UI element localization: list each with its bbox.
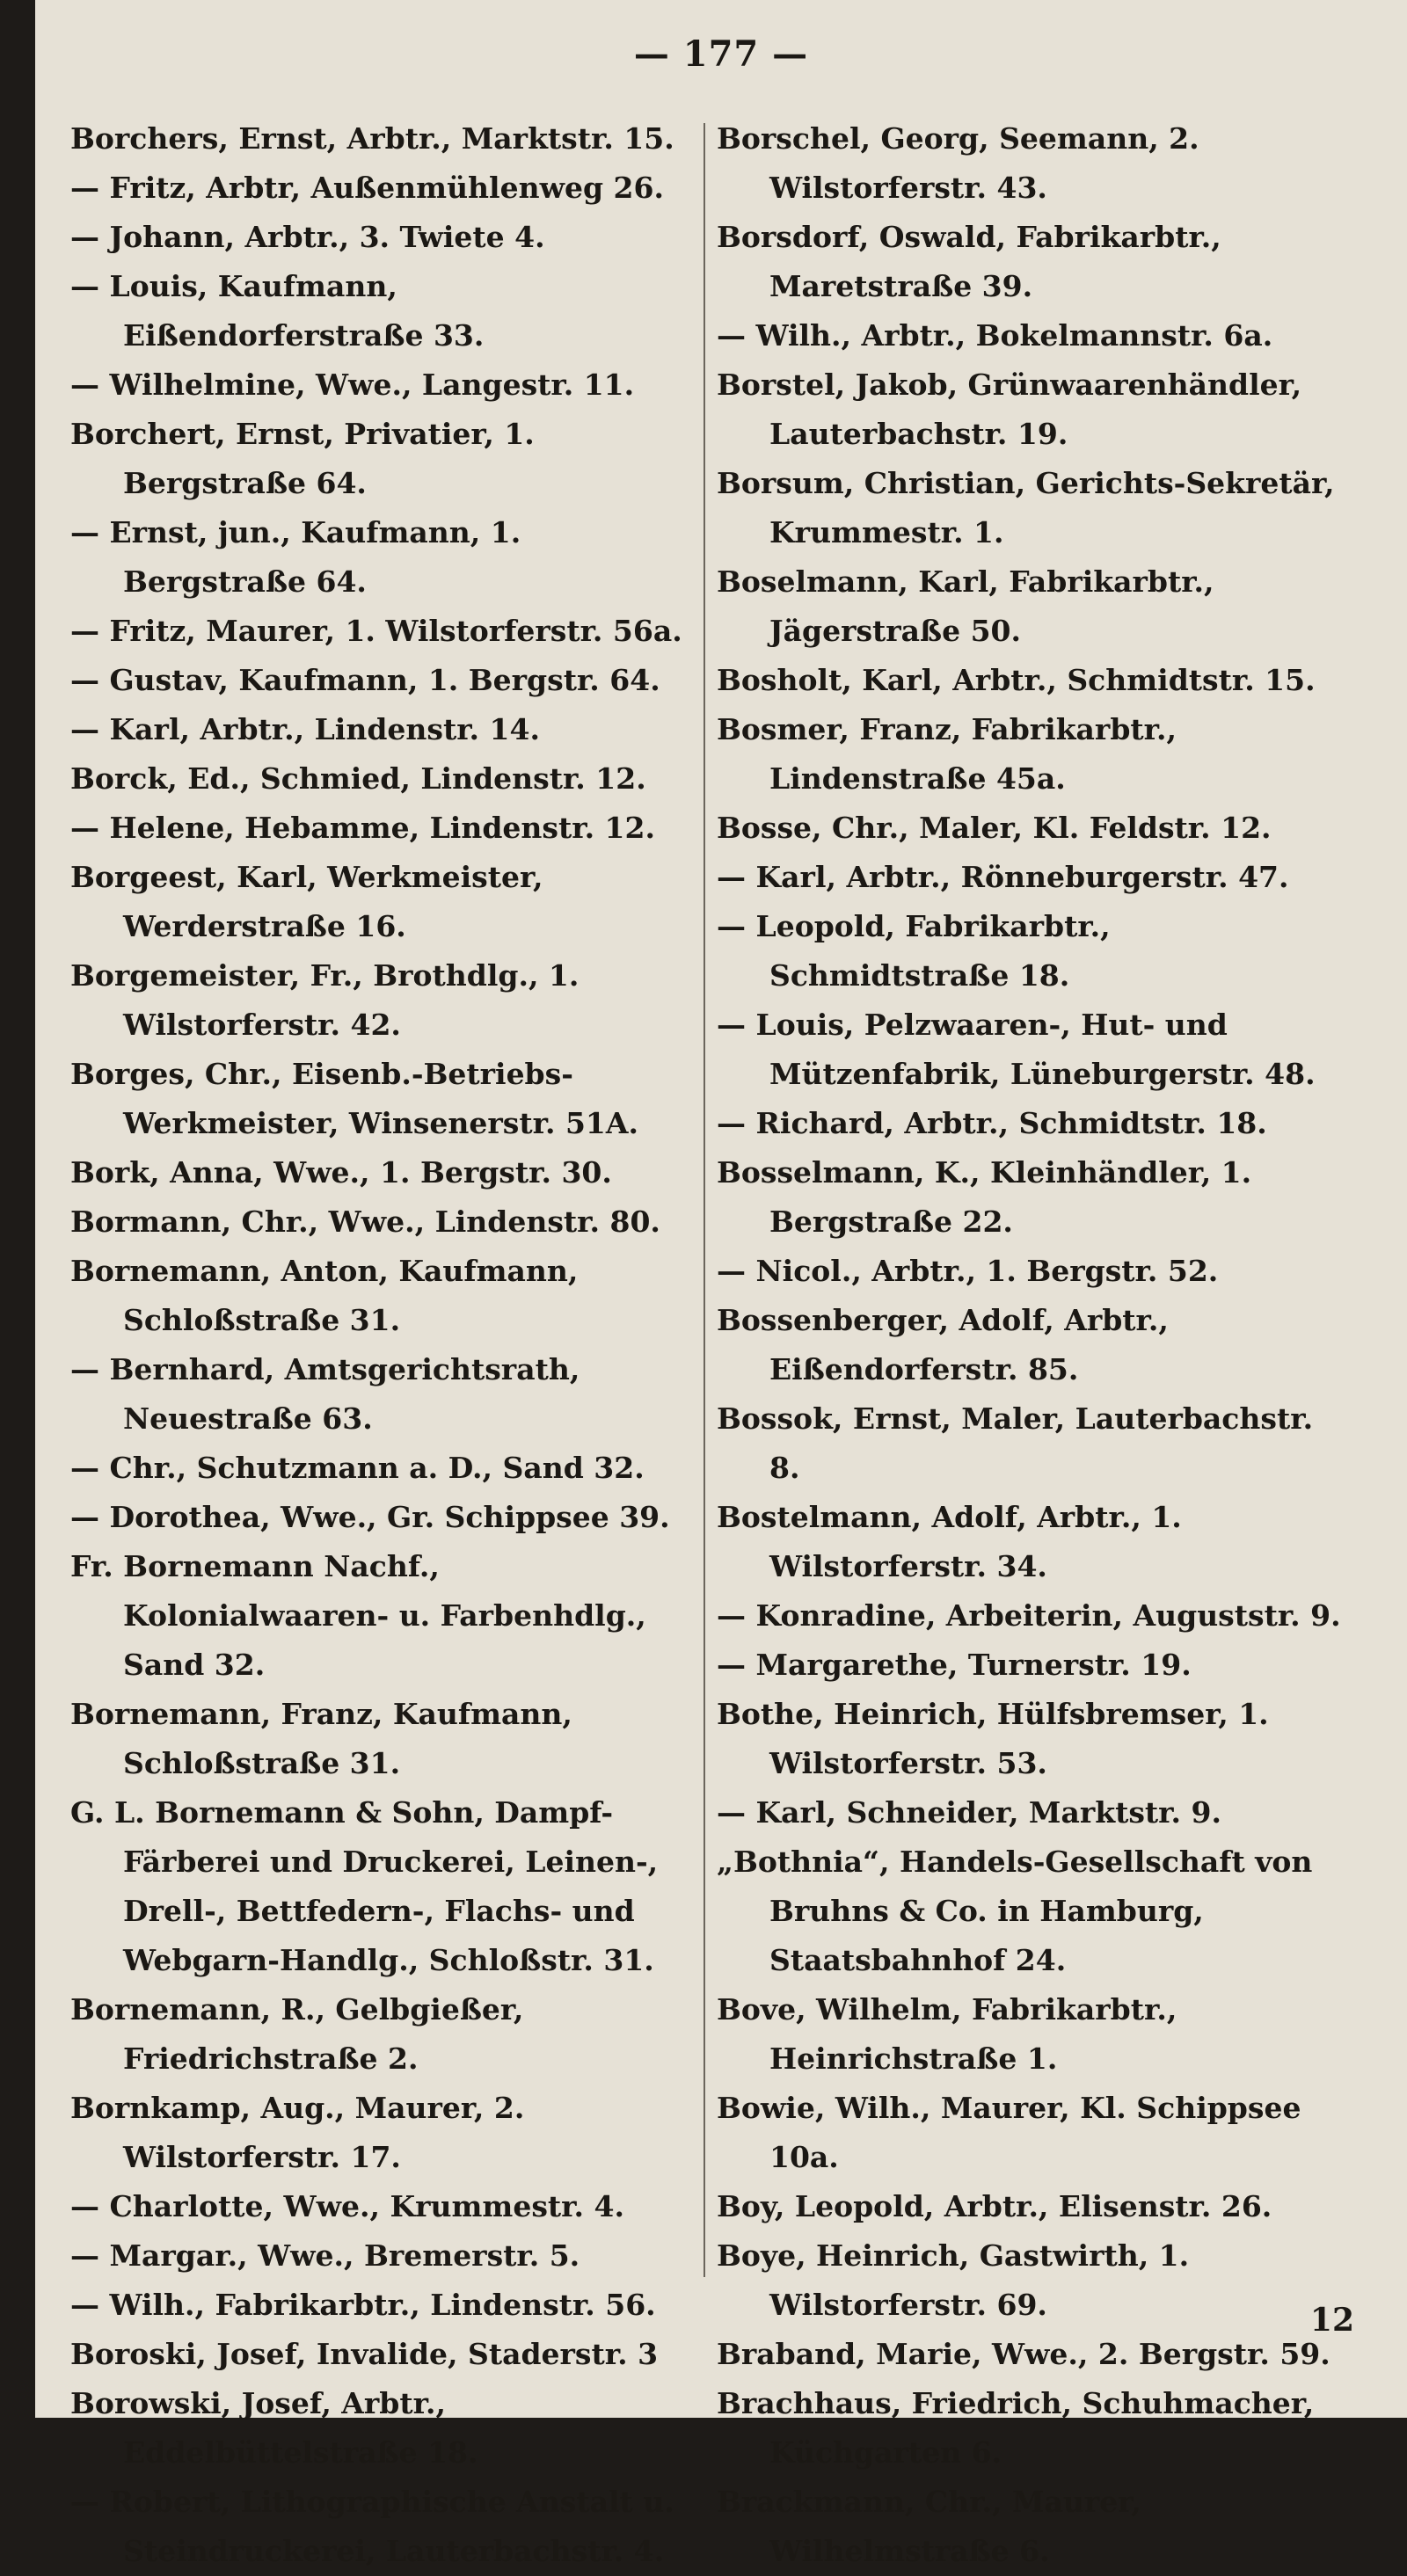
directory-entry: Bornkamp, Aug., Maurer, 2. Wilstorferstr. 17. (70, 2091, 525, 2174)
page-number: — 177 — (633, 33, 809, 75)
directory-entry: Borschel, Georg, Seemann, 2. Wilstorferstr. 43. (717, 121, 1199, 205)
directory-entry: — Richard, Arbtr., Schmidtstr. 18. (717, 1106, 1267, 1140)
directory-entry: — Wilh., Arbtr., Bokelmannstr. 6a. (717, 318, 1273, 353)
directory-entry: — Robert, Lithographische Anstalt u. Steindruckerei, Lauterbachstr. 4. (70, 2485, 674, 2568)
directory-entry: — Konradine, Arbeiterin, Auguststr. 9. (717, 1598, 1341, 1633)
directory-entry: Brackmann, Chr., Maurer, Wilhelmstraße 6. (717, 2485, 1141, 2568)
directory-entry: — Johann, Arbtr., 3. Twiete 4. (70, 220, 545, 254)
directory-entry: Bove, Wilhelm, Fabrikarbtr., Heinrichstraße 1. (717, 1992, 1177, 2076)
directory-entry: Bornemann, R., Gelbgießer, Friedrichstraße 2. (70, 1992, 524, 2076)
directory-entry: Bowie, Wilh., Maurer, Kl. Schippsee 10a. (717, 2091, 1301, 2174)
directory-entry: — Charlotte, Wwe., Krummestr. 4. (70, 2189, 624, 2223)
directory-entry: — Louis, Pelzwaaren-, Hut- und Mützenfabrik, Lüneburgerstr. 48. (717, 1008, 1316, 1091)
column-divider (704, 123, 705, 2277)
directory-entry: Boye, Heinrich, Gastwirth, 1. Wilstorferstr. 69. (717, 2238, 1190, 2322)
directory-entry: Borgeest, Karl, Werkmeister, Werderstraße 16. (70, 860, 543, 943)
directory-entry: Boroski, Josef, Invalide, Staderstr. 3 (70, 2337, 659, 2371)
directory-entry: Bornemann, Anton, Kaufmann, Schloßstraße 31. (70, 1254, 579, 1337)
directory-entry: Bosse, Chr., Maler, Kl. Feldstr. 12. (717, 811, 1272, 845)
directory-entry: Borgemeister, Fr., Brothdlg., 1. Wilstorferstr. 42. (70, 958, 580, 1042)
directory-entry: — Bernhard, Amtsgerichtsrath, Neuestraße 63. (70, 1352, 580, 1436)
directory-entry: — Ernst, jun., Kaufmann, 1. Bergstraße 64. (70, 515, 521, 599)
directory-entry: — Wilh., Fabrikarbtr., Lindenstr. 56. (70, 2288, 656, 2322)
directory-entry: — Dorothea, Wwe., Gr. Schippsee 39. (70, 1500, 670, 1534)
directory-entry: Bosmer, Franz, Fabrikarbtr., Lindenstraße 45a. (717, 712, 1177, 796)
directory-entry: — Fritz, Arbtr, Außenmühlenweg 26. (70, 171, 664, 205)
directory-entry: — Karl, Schneider, Marktstr. 9. (717, 1795, 1221, 1830)
directory-entry: Bossok, Ernst, Maler, Lauterbachstr. 8. (717, 1401, 1314, 1485)
directory-entry: — Helene, Hebamme, Lindenstr. 12. (70, 811, 655, 845)
directory-entry: Bosselmann, K., Kleinhändler, 1. Bergstraße 22. (717, 1155, 1252, 1239)
directory-entry: — Margar., Wwe., Bremerstr. 5. (70, 2238, 580, 2273)
directory-entry: Bostelmann, Adolf, Arbtr., 1. Wilstorferstr. 34. (717, 1500, 1182, 1583)
directory-page (35, 0, 1407, 2568)
directory-entry: Borsum, Christian, Gerichts-Sekretär, Krummestr. 1. (717, 466, 1335, 549)
directory-entry: — Gustav, Kaufmann, 1. Bergstr. 64. (70, 663, 660, 697)
directory-entry: Borchers, Ernst, Arbtr., Marktstr. 15. (70, 121, 674, 156)
directory-entry: — Leopold, Fabrikarbtr., Schmidtstraße 18. (717, 909, 1111, 993)
directory-entry: Bornemann, Franz, Kaufmann, Schloßstraße 31. (70, 1697, 572, 1780)
left-column (70, 114, 704, 2576)
directory-entry: Borstel, Jakob, Grünwaarenhändler, Lauterbachstr. 19. (717, 367, 1302, 451)
directory-entry: Bossenberger, Adolf, Arbtr., Eißendorferstr. 85. (717, 1303, 1169, 1386)
directory-entry: Borsdorf, Oswald, Fabrikarbtr., Maretstraße 39. (717, 220, 1221, 303)
directory-entry: Bosholt, Karl, Arbtr., Schmidtstr. 15. (717, 663, 1316, 697)
directory-entry: „Bothnia“, Handels-Gesellschaft von Bruhns & Co. in Hamburg, Staatsbahnhof 24. (717, 1845, 1313, 1977)
right-column (717, 114, 1350, 2576)
directory-entry: Boy, Leopold, Arbtr., Elisenstr. 26. (717, 2189, 1272, 2223)
directory-entry: Borck, Ed., Schmied, Lindenstr. 12. (70, 761, 646, 796)
directory-entry: Borowski, Josef, Arbtr., Eddelbüttelstraße 18. (70, 2386, 478, 2470)
directory-entry: — Nicol., Arbtr., 1. Bergstr. 52. (717, 1254, 1219, 1288)
directory-entry: — Karl, Arbtr., Lindenstr. 14. (70, 712, 540, 746)
directory-entry: — Wilhelmine, Wwe., Langestr. 11. (70, 367, 635, 402)
directory-entry: Bothe, Heinrich, Hülfsbremser, 1. Wilstorferstr. 53. (717, 1697, 1269, 1780)
directory-entry: G. L. Bornemann & Sohn, Dampf-Färberei und Druckerei, Leinen-, Drell-, Bettfedern-, Flachs- und Webgarn-Handlg., Schloßstr. 31. (70, 1795, 659, 1977)
directory-entry: Brachhaus, Friedrich, Schuhmacher, Küchgarten 6. (717, 2386, 1315, 2470)
directory-entry: — Karl, Arbtr., Rönneburgerstr. 47. (717, 860, 1289, 894)
directory-entry: Braband, Marie, Wwe., 2. Bergstr. 59. (717, 2337, 1330, 2371)
directory-entry: — Margarethe, Turnerstr. 19. (717, 1648, 1192, 1682)
directory-entry: Borges, Chr., Eisenb.-Betriebs-Werkmeister, Winsenerstr. 51A. (70, 1057, 638, 1140)
printer-signature: 12 (1309, 2302, 1354, 2339)
directory-entry: Boselmann, Karl, Fabrikarbtr., Jägerstraße 50. (717, 564, 1214, 648)
directory-entry: Fr. Bornemann Nachf., Kolonialwaaren- u. Farbenhdlg., Sand 32. (70, 1549, 646, 1682)
directory-entry: Bork, Anna, Wwe., 1. Bergstr. 30. (70, 1155, 612, 1190)
directory-entry: — Chr., Schutzmann a. D., Sand 32. (70, 1451, 645, 1485)
directory-entry: — Louis, Kaufmann, Eißendorferstraße 33. (70, 269, 485, 353)
directory-entry: — Fritz, Maurer, 1. Wilstorferstr. 56a. (70, 614, 682, 648)
directory-entry: Bormann, Chr., Wwe., Lindenstr. 80. (70, 1204, 660, 1239)
directory-entry: Borchert, Ernst, Privatier, 1. Bergstraße 64. (70, 417, 535, 500)
